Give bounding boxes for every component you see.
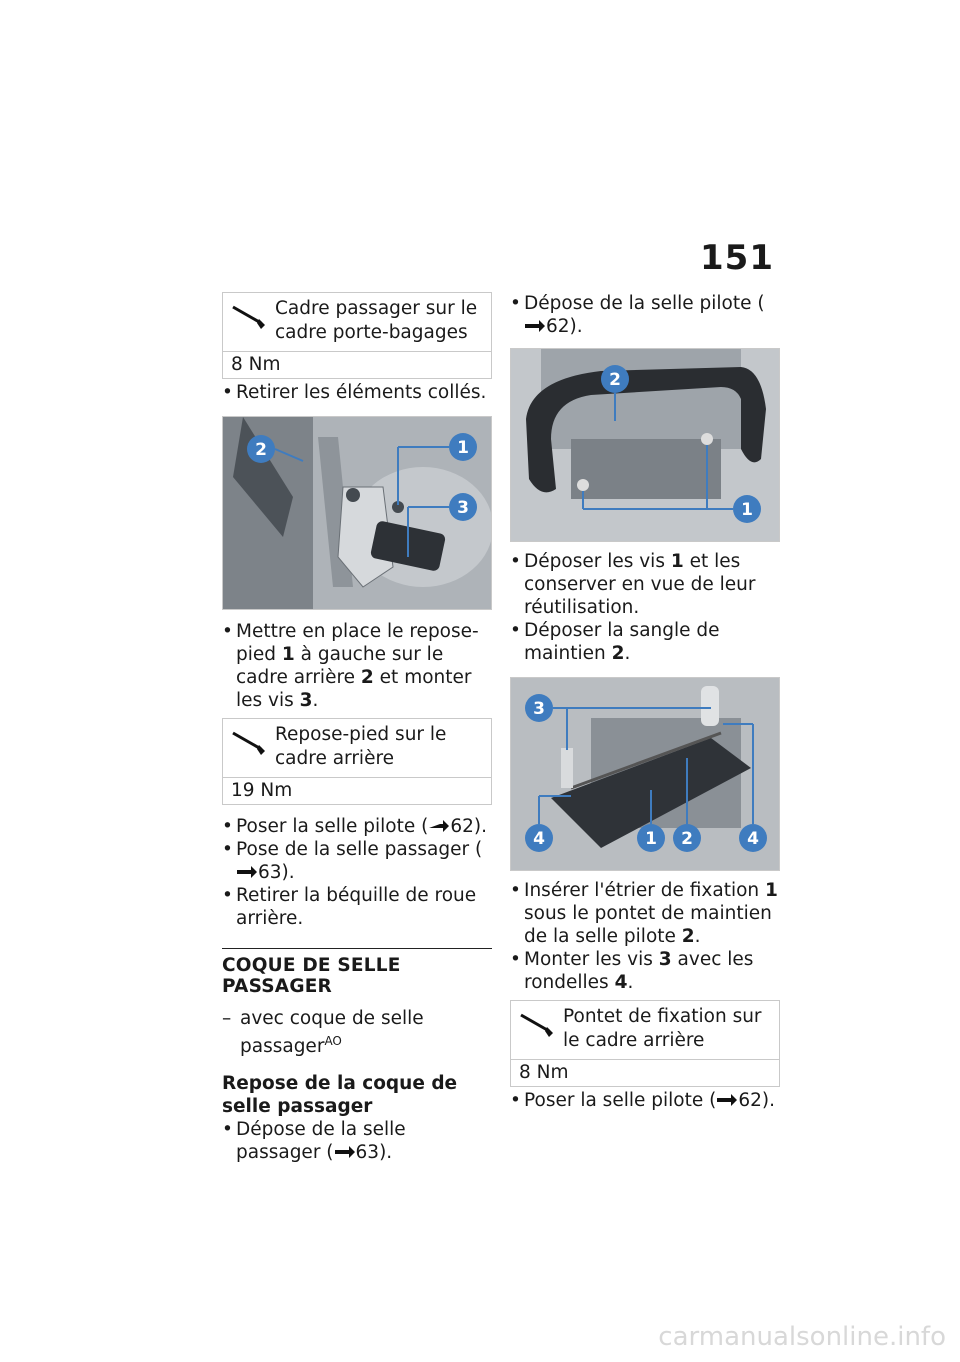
- torque-value: 8 Nm: [511, 1059, 779, 1086]
- right-column: [510, 292, 780, 1112]
- torque-label: Cadre passager sur le cadre porte-bagages: [275, 298, 478, 343]
- footrest-figure: [222, 416, 492, 610]
- callout-1: 1: [645, 829, 657, 849]
- callout-2: 2: [609, 370, 621, 390]
- callout-4: 4: [533, 829, 545, 849]
- callout-2: 2: [681, 829, 693, 849]
- page-ref-arrow-icon: [524, 319, 546, 333]
- list-item: • Poser la selle pilote ( 62).: [510, 1090, 775, 1111]
- torque-wrench-icon: [519, 1009, 555, 1039]
- callout-1: 1: [457, 438, 469, 458]
- left-column: [222, 292, 492, 1164]
- section-title: COQUE DE SELLE PASSAGER: [222, 948, 492, 997]
- torque-wrench-icon: [231, 727, 267, 757]
- torque-label: Pontet de fixation sur le cadre arrière: [563, 1006, 762, 1051]
- list-item: • Pose de la selle passager (63).: [222, 839, 483, 883]
- callout-3: 3: [457, 498, 469, 518]
- list-item: • Dépose de la selle pilote (62).: [510, 293, 765, 337]
- torque-value: 8 Nm: [223, 351, 491, 378]
- callout-1: 1: [741, 500, 753, 520]
- page-number: 151: [700, 238, 774, 278]
- callout-3: 3: [533, 699, 545, 719]
- torque-label: Repose-pied sur le cadre arrière: [275, 724, 447, 769]
- seat-strap-figure: [510, 348, 780, 542]
- watermark: carmanualsonline.info: [658, 1322, 946, 1352]
- list-item: • Insérer l'étrier de fixation 1 sous le pontet de maintien de la selle pilote 2.: [510, 880, 778, 947]
- list-item: • Déposer les vis 1 et les conserver en vue de leur réutilisation.: [510, 551, 756, 618]
- list-item: • Poser la selle pilote ( 62).: [222, 816, 487, 837]
- list-item: • Monter les vis 3 avec les rondelles 4.: [510, 949, 754, 993]
- callout-2: 2: [255, 440, 267, 460]
- torque-value: 19 Nm: [223, 777, 491, 804]
- page-ref-arrow-icon: [236, 865, 258, 879]
- list-item: • Dépose de la selle passager ( 63).: [222, 1119, 406, 1164]
- page-ref-arrow-icon: [334, 1145, 356, 1159]
- page-ref-arrow-icon: [716, 1093, 738, 1107]
- torque-spec-2: [222, 718, 492, 805]
- torque-spec-1: [222, 292, 492, 379]
- torque-wrench-icon: [231, 301, 267, 331]
- subheading: Repose de la coque de selle passager: [222, 1073, 458, 1118]
- option-item: – avec coque de selle passager$^{AO}$: [222, 1008, 424, 1058]
- torque-spec-3: [510, 1000, 780, 1087]
- list-item: • Retirer les éléments collés.: [222, 382, 487, 403]
- page-ref-arrow-icon: [428, 819, 450, 833]
- list-item: • Déposer la sangle de maintien 2.: [510, 620, 720, 664]
- list-item: • Retirer la béquille de roue arrière.: [222, 885, 477, 929]
- list-item: • Mettre en place le repose-pied 1 à gauche sur le cadre arrière 2 et monter les vis 3.: [222, 621, 479, 711]
- bracket-figure: [510, 677, 780, 871]
- callout-4: 4: [747, 829, 759, 849]
